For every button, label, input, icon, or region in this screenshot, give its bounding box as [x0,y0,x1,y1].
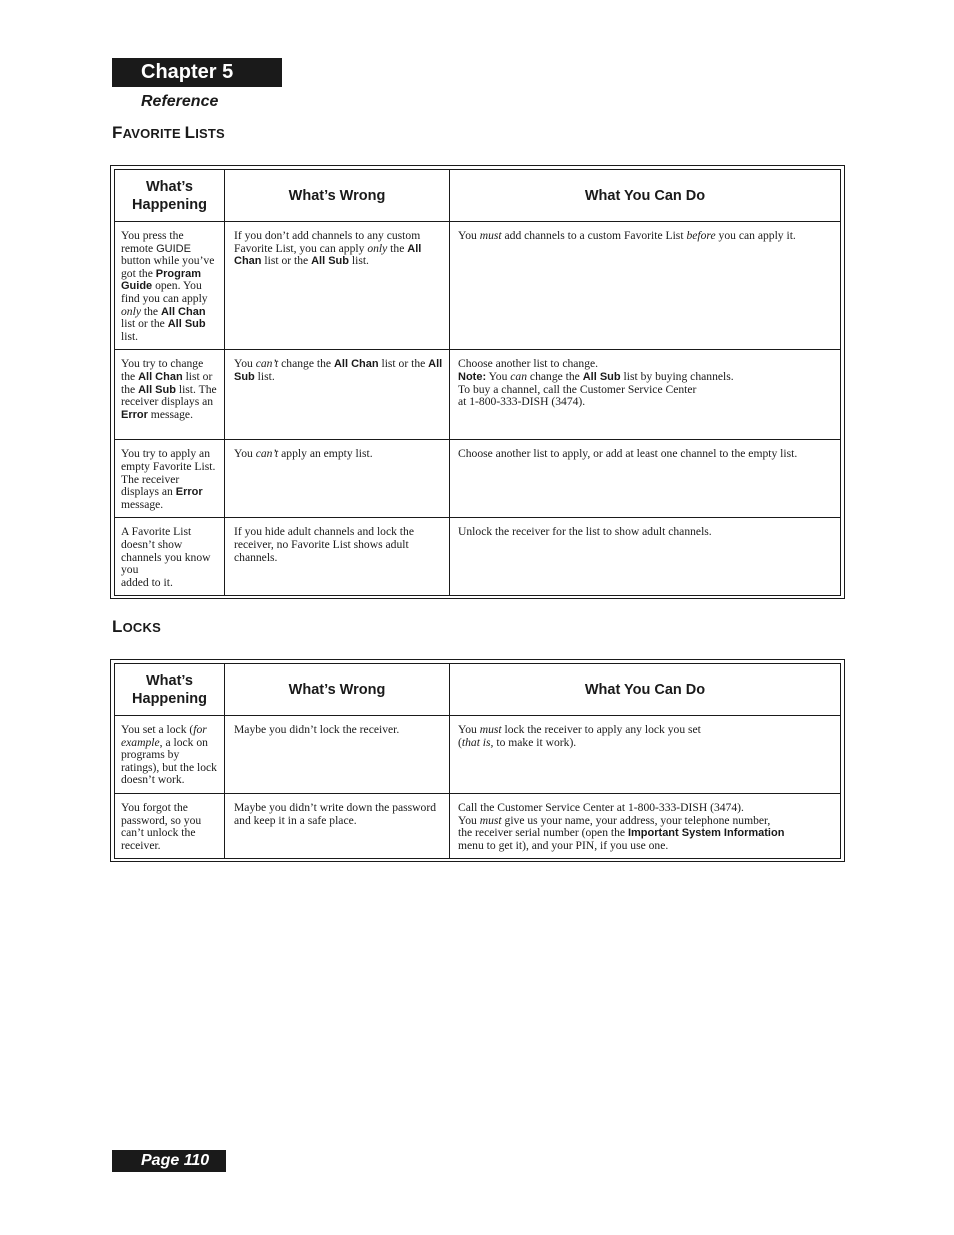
cell-happening: You forgot the password, so you can’t unlock the receiver. [115,794,225,859]
chapter-subtitle: Reference [141,93,219,110]
locks-table [114,663,841,859]
cell-happening: You press the remote GUIDE button while you’ve got the Program Guide open. You find you can apply only the All Chan list or the All Sub list. [115,222,225,350]
column-header-wrong: What’s Wrong [225,664,450,716]
cell-wrong: Maybe you didn’t lock the receiver. [225,716,450,794]
locks-heading: LOCKS [112,617,161,636]
favorite-lists-table [114,169,841,596]
chapter-title: Chapter 5 [112,58,282,87]
page-number: Page 110 [112,1150,226,1172]
column-header-wrong: What’s Wrong [225,170,450,222]
cell-happening: You try to apply an empty Favorite List. The receiver displays an Error message. [115,440,225,518]
table-row [115,350,841,440]
cell-wrong: If you don’t add channels to any custom Favorite List, you can apply only the All Chan list or the All Sub list. [225,222,450,350]
table-row [115,518,841,596]
cell-wrong: You can’t change the All Chan list or the All Sub list. [225,350,450,440]
favorite-lists-heading: FAVORITE LISTS [112,123,225,142]
cell-do: You must add channels to a custom Favorite List before you can apply it. [450,222,841,350]
cell-happening: A Favorite List doesn’t show channels you know you added to it. [115,518,225,596]
cell-do: Unlock the receiver for the list to show adult channels. [450,518,841,596]
cell-wrong: You can’t apply an empty list. [225,440,450,518]
column-header-do: What You Can Do [450,170,841,222]
table-header-row [115,170,841,222]
locks-table-frame [110,659,845,862]
cell-happening: You set a lock (for example, a lock on programs by ratings), but the lock doesn’t work. [115,716,225,794]
favorite-lists-table-frame [110,165,845,599]
column-header-do: What You Can Do [450,664,841,716]
table-row [115,222,841,350]
column-header-happening: What’s Happening [115,170,225,222]
table-row [115,794,841,859]
table-row [115,716,841,794]
cell-wrong: Maybe you didn’t write down the password and keep it in a safe place. [225,794,450,859]
cell-do: Choose another list to apply, or add at least one channel to the empty list. [450,440,841,518]
cell-wrong: If you hide adult channels and lock the receiver, no Favorite List shows adult channels. [225,518,450,596]
cell-do: Choose another list to change. Note: You can change the All Sub list by buying channels. To buy a channel, call the Customer Service Center at 1-800-333-DISH (3474). [450,350,841,440]
cell-do: Call the Customer Service Center at 1-800-333-DISH (3474). You must give us your name, your address, your telephone number, the receiver serial number (open the Important System Information menu to get it), and your PIN, if you use one. [450,794,841,859]
table-row [115,440,841,518]
column-header-happening: What’s Happening [115,664,225,716]
cell-happening: You try to change the All Chan list or the All Sub list. The receiver displays an Error message. [115,350,225,440]
cell-do: You must lock the receiver to apply any lock you set (that is, to make it work). [450,716,841,794]
table-header-row [115,664,841,716]
